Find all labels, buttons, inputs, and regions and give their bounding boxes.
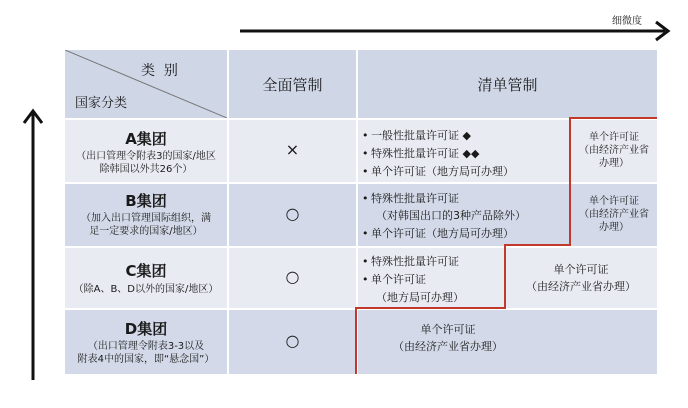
list-a-item-1: • 一般性批量许可证 ◆ — [362, 129, 471, 142]
group-a-mark: × — [285, 140, 300, 159]
header-full-control-label: 全面管制 — [262, 76, 323, 94]
list-c-item-2-note: （地方局可办理） — [376, 291, 464, 304]
group-c-sub: （除A、B、D以外的国家/地区） — [73, 284, 219, 295]
group-d-mark: ○ — [285, 331, 300, 350]
meti-c: 单个许可证 （由经济产业省办理） — [526, 263, 636, 293]
group-a-sub: （出口管理令附表3的国家/地区 除韩国以外共26个） — [76, 151, 216, 175]
group-a-title: A集团 — [125, 130, 167, 148]
group-d-sub: （出口管理令附表3-3以及 附表4中的国家，即“悬念国”） — [77, 341, 215, 365]
group-b-mark: ○ — [285, 204, 300, 223]
list-b-item-1: • 特殊性批量许可证 — [362, 192, 459, 205]
group-c-mark: ○ — [285, 267, 300, 286]
meti-a: 单个许可证 （由经济产业省 办理） — [579, 132, 649, 169]
group-d-title: D集团 — [124, 320, 168, 338]
list-c-item-1: • 特殊性批量许可证 — [362, 255, 459, 268]
group-c-title: C集团 — [125, 262, 167, 280]
group-b-sub: （加入出口管理国际组织，满 足一定要求的国家/地区） — [81, 213, 211, 237]
list-a-item-2: • 特殊性批量许可证 ◆◆ — [362, 147, 480, 160]
meti-d: 单个许可证 （由经济产业省办理） — [393, 323, 503, 353]
list-c-item-2: • 单个许可证 — [362, 273, 426, 286]
list-b-item-1-note: （对韩国出口的3种产品除外） — [376, 209, 526, 222]
list-b-item-2: • 单个许可证（地方局可办理） — [362, 227, 514, 240]
group-b-title: B集团 — [125, 192, 167, 210]
list-a-item-3: • 单个许可证（地方局可办理） — [362, 165, 514, 178]
meti-b: 单个许可证 （由经济产业省 办理） — [579, 196, 649, 233]
granularity-label: 细微度 — [612, 16, 642, 27]
header-category-label: 类 别 — [141, 63, 178, 79]
header-country-label: 国家分类 — [75, 96, 128, 111]
header-list-control-label: 清单管制 — [477, 76, 538, 94]
